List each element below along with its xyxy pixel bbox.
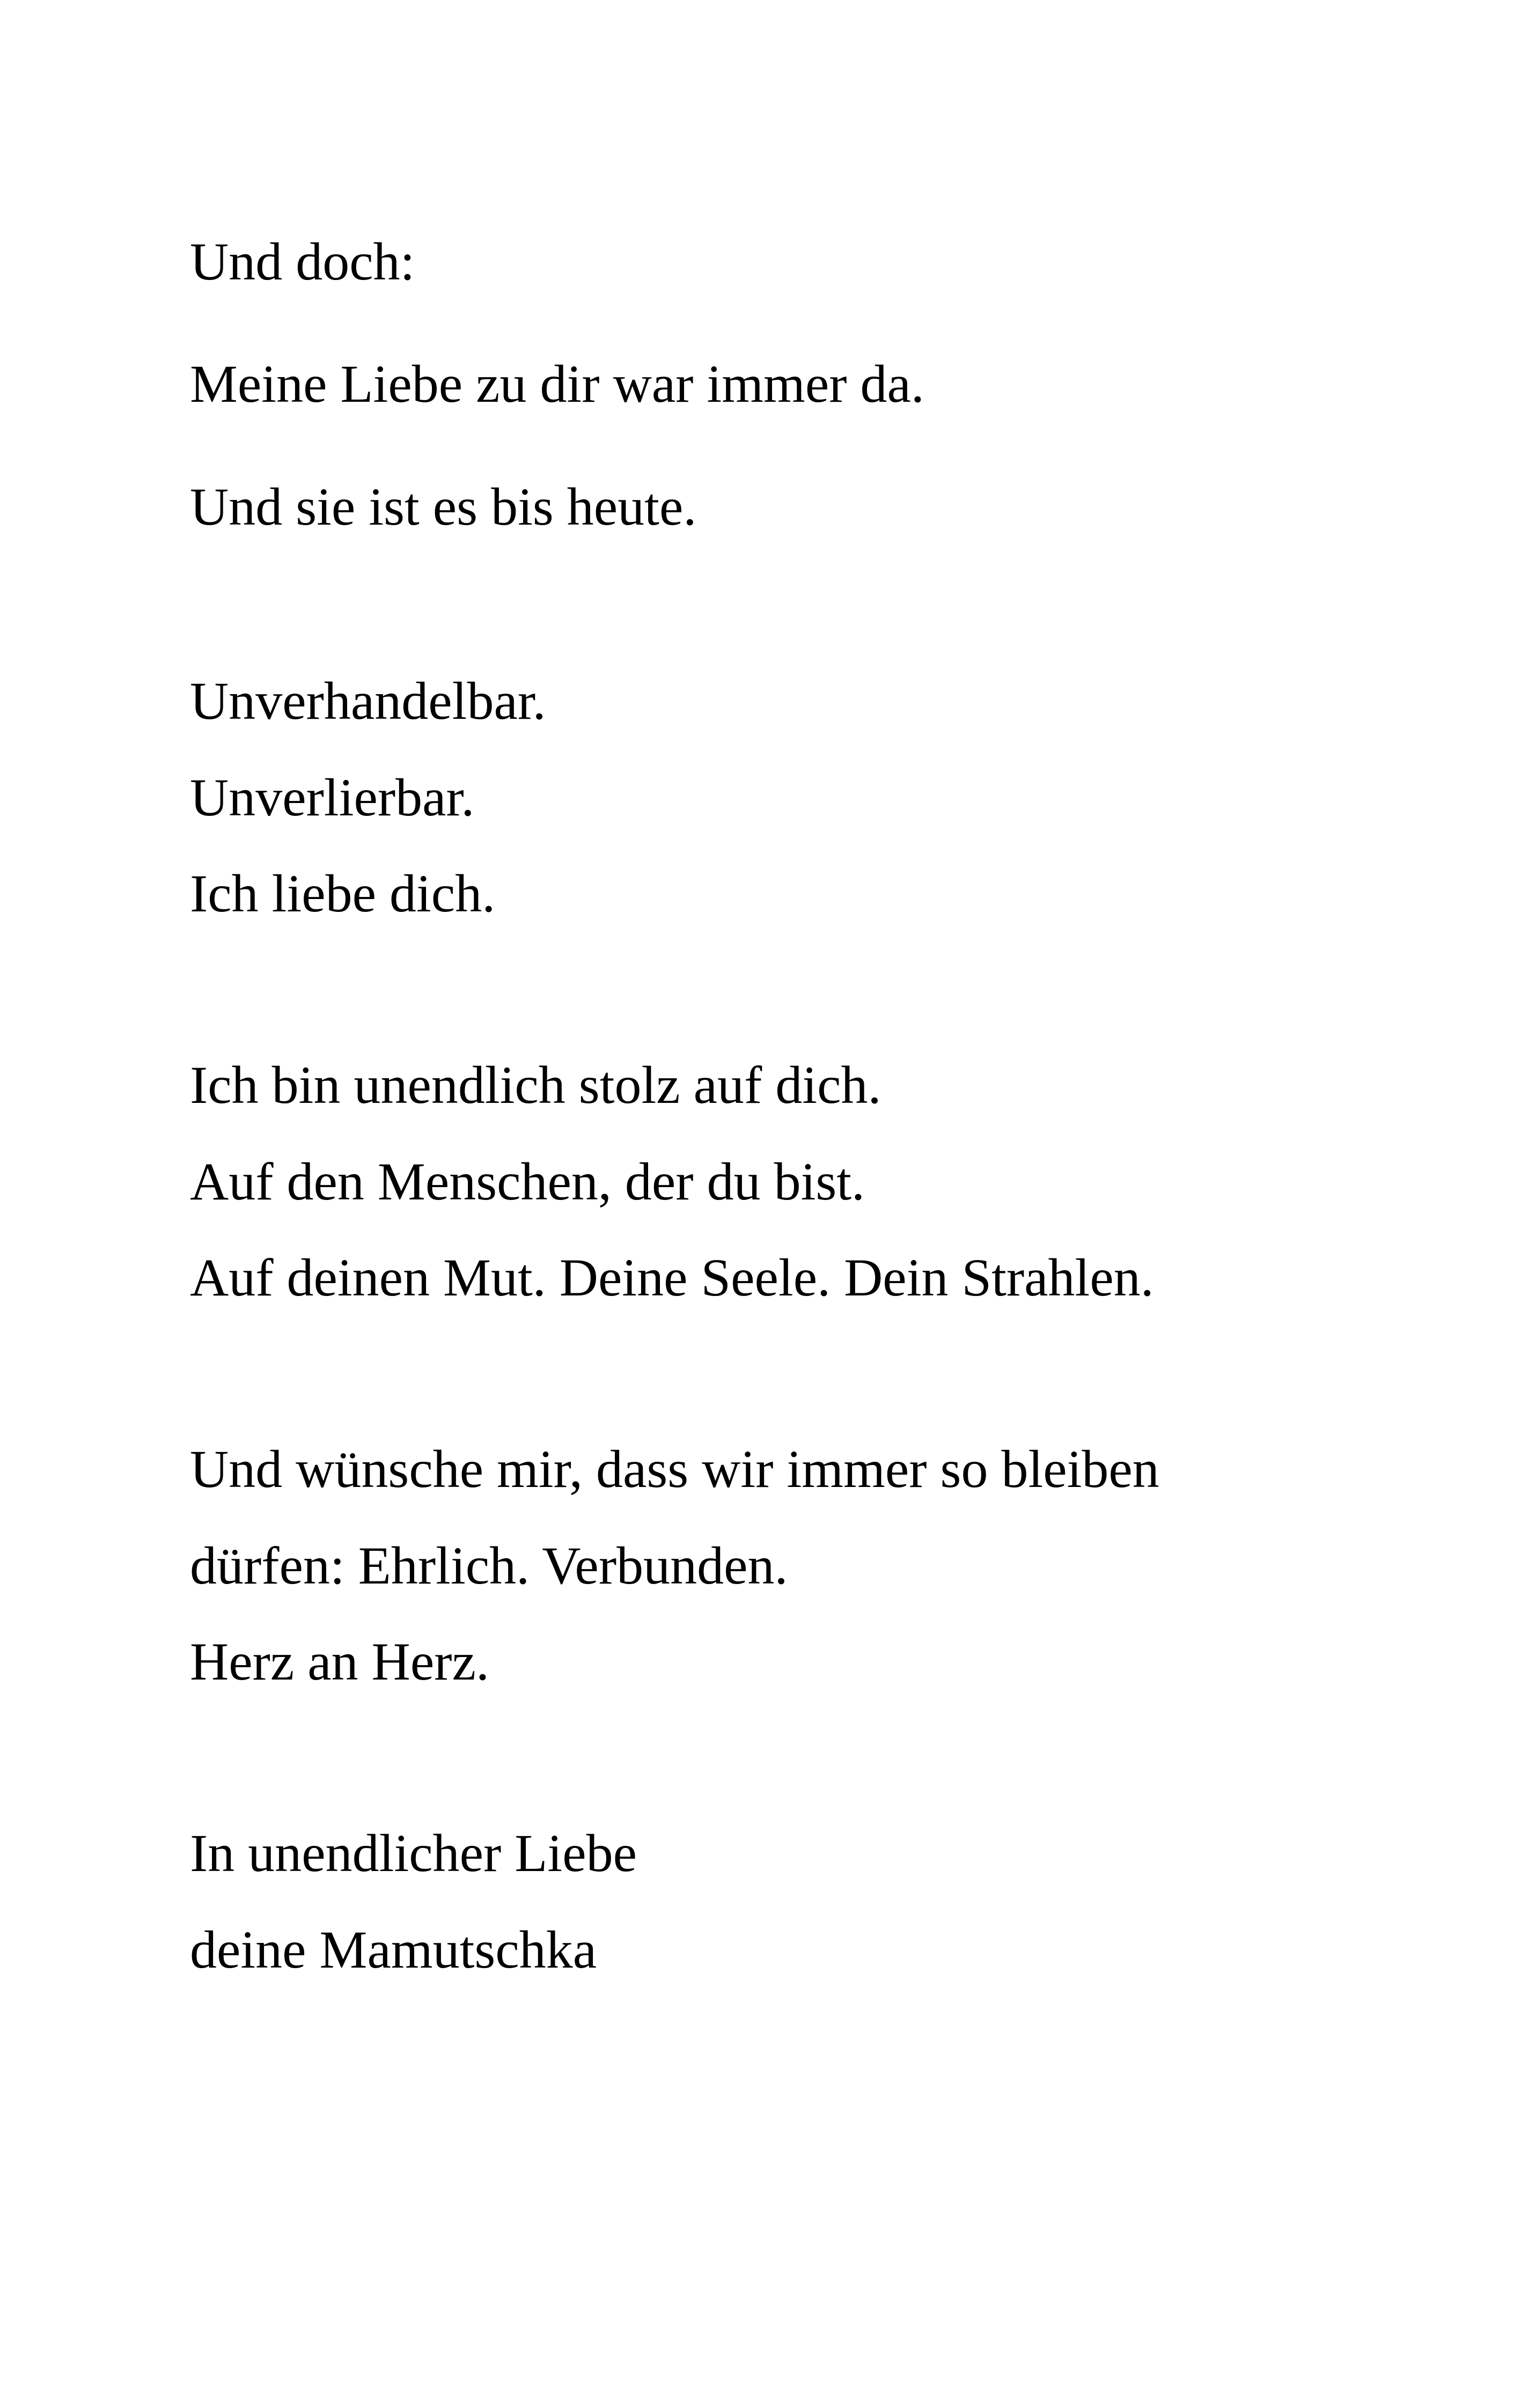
closing-line: In unendlicher Liebe	[190, 1823, 637, 1883]
text-line: Und sie ist es bis heute.	[190, 477, 697, 536]
text-line: Herz an Herz.	[190, 1632, 489, 1691]
signature-line: deine Mamutschka	[190, 1920, 597, 1979]
text-line: Und wünsche mir, dass wir immer so bleiben	[190, 1439, 1159, 1499]
text-line: dürfen: Ehrlich. Verbunden.	[190, 1536, 788, 1595]
text-line: Und doch:	[190, 232, 415, 291]
text-line: Unverlierbar.	[190, 768, 475, 827]
text-line: Auf den Menschen, der du bist.	[190, 1152, 865, 1211]
text-line: Meine Liebe zu dir war immer da.	[190, 354, 924, 414]
text-line: Unverhandelbar.	[190, 671, 546, 731]
text-line: Ich liebe dich.	[190, 864, 496, 923]
text-line: Auf deinen Mut. Deine Seele. Dein Strahlen.	[190, 1248, 1154, 1307]
text-line: Ich bin unendlich stolz auf dich.	[190, 1055, 881, 1115]
